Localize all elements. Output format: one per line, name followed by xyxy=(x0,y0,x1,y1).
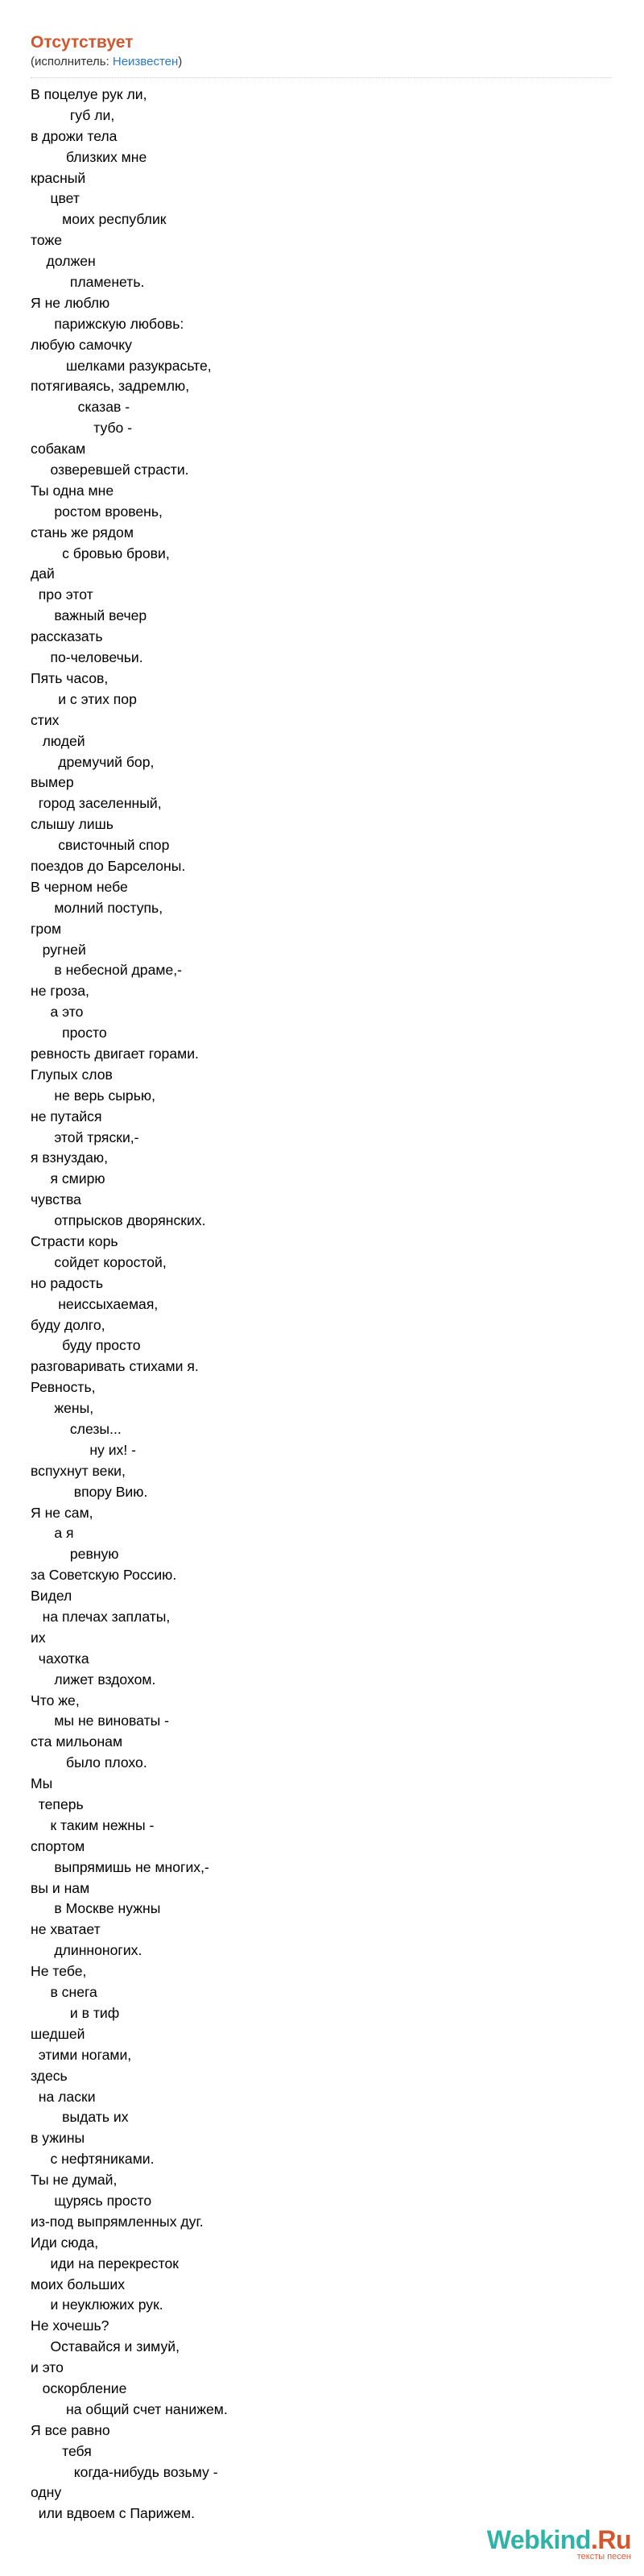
lyric-line: слышу лишь xyxy=(31,816,114,833)
lyric-line: за Советскую Россию. xyxy=(31,1567,177,1584)
lyric-line: буду просто xyxy=(31,1337,141,1354)
lyric-line: неиссыхаемая, xyxy=(31,1295,159,1312)
lyric-line: на ласки xyxy=(31,2088,96,2105)
lyric-line: и это xyxy=(31,2359,64,2376)
lyric-line: про этот xyxy=(31,586,93,603)
lyric-line: разговаривать стихами я. xyxy=(31,1358,199,1375)
lyric-line: молний поступь, xyxy=(31,899,163,916)
lyric-line: этой тряски,- xyxy=(31,1129,139,1145)
lyric-line: теперь xyxy=(31,1796,84,1813)
lyric-line: моих больших xyxy=(31,2276,126,2292)
lyric-line: не путайся xyxy=(31,1108,102,1124)
lyric-line: вы и нам xyxy=(31,1879,90,1896)
lyric-line: чахотка xyxy=(31,1650,89,1667)
lyric-line: в ужины xyxy=(31,2130,85,2147)
lyric-line: оскорбление xyxy=(31,2379,127,2396)
lyric-line: на общий счет нанижем. xyxy=(31,2400,228,2417)
lyric-line: к таким нежны - xyxy=(31,1816,155,1833)
lyric-line: Не тебе, xyxy=(31,1963,87,1980)
lyric-line: из-под выпрямленных дуг. xyxy=(31,2213,204,2230)
lyric-line: по-человечьи. xyxy=(31,649,143,666)
lyric-line: в снега xyxy=(31,1984,97,2001)
lyric-line: и в тиф xyxy=(31,2004,120,2021)
lyric-line: спортом xyxy=(31,1837,85,1854)
lyric-line: было плохо. xyxy=(31,1754,147,1771)
logo-wordmark xyxy=(487,2526,631,2553)
lyric-line: с нефтяниками. xyxy=(31,2151,155,2168)
lyric-line: сказав - xyxy=(31,399,130,416)
lyric-line: Оставайся и зимуй, xyxy=(31,2338,180,2355)
lyric-line: этими ногами, xyxy=(31,2046,132,2063)
lyric-line: В черном небе xyxy=(31,878,128,895)
artist-prefix: (исполнитель: xyxy=(31,55,113,68)
lyric-line: Ты одна мне xyxy=(31,482,114,499)
lyric-line: Видел xyxy=(31,1588,72,1605)
lyric-line: сойдет коростой, xyxy=(31,1253,167,1270)
artist-link[interactable]: Неизвестен xyxy=(112,55,179,68)
lyric-line: должен xyxy=(31,253,96,270)
lyric-line: вспухнут веки, xyxy=(31,1462,126,1479)
lyric-line: гром xyxy=(31,920,62,937)
lyric-line: я смирю xyxy=(31,1170,105,1187)
lyric-line: не верь сырью, xyxy=(31,1087,155,1104)
lyric-line: ну их! - xyxy=(31,1441,136,1458)
lyric-line: рассказать xyxy=(31,628,103,645)
lyric-line: буду долго, xyxy=(31,1316,105,1333)
lyric-line: Я не люблю xyxy=(31,294,110,311)
artist-line xyxy=(31,55,626,69)
lyric-line: ста мильонам xyxy=(31,1733,123,1750)
logo-name: Webkind xyxy=(486,2525,591,2554)
lyric-line: тоже xyxy=(31,232,63,249)
lyric-line: Что же, xyxy=(31,1692,80,1708)
lyric-line: тубо - xyxy=(31,420,133,437)
lyric-line: цвет xyxy=(31,190,80,207)
lyric-line: не хватает xyxy=(31,1921,101,1938)
lyric-line: чувства xyxy=(31,1191,81,1208)
lyric-line: не гроза, xyxy=(31,983,89,1000)
lyric-line: в небесной драме,- xyxy=(31,962,183,979)
lyric-line: тебя xyxy=(31,2442,92,2459)
lyric-line: в дрожи тела xyxy=(31,127,118,144)
lyric-line: ревную xyxy=(31,1546,119,1563)
lyric-line: В поцелуе рук ли, xyxy=(31,86,147,102)
lyric-line: людей xyxy=(31,732,85,749)
lyric-line: иди на перекресток xyxy=(31,2255,179,2272)
lyric-line: любую самочку xyxy=(31,336,132,353)
lyric-line: ревность двигает горами. xyxy=(31,1045,199,1062)
lyric-line: дай xyxy=(31,565,55,582)
song-title: Отсутствует xyxy=(31,33,134,52)
lyric-line: выдать их xyxy=(31,2109,129,2126)
lyric-line: вымер xyxy=(31,774,74,791)
site-logo[interactable] xyxy=(487,2526,631,2562)
lyric-line: выпрямишь не многих,- xyxy=(31,1858,209,1875)
lyric-line: озверевшей страсти. xyxy=(31,462,189,478)
logo-tagline: тексты песен xyxy=(576,2552,631,2562)
lyric-line: Ревность, xyxy=(31,1379,96,1396)
lyric-line: одну xyxy=(31,2484,62,2501)
lyric-line: Мы xyxy=(31,1775,53,1792)
lyric-line: Я все равно xyxy=(31,2421,110,2438)
lyric-line: слезы... xyxy=(31,1421,122,1437)
lyric-line: просто xyxy=(31,1025,107,1042)
lyric-line: а это xyxy=(31,1004,84,1021)
lyric-line: потягиваясь, задремлю, xyxy=(31,378,190,395)
lyric-line: дремучий бор, xyxy=(31,753,155,770)
lyric-line: стих xyxy=(31,711,60,728)
lyric-line: Я не сам, xyxy=(31,1504,93,1521)
lyric-line: Глупых слов xyxy=(31,1066,113,1083)
lyric-line: город заселенный, xyxy=(31,795,162,812)
lyric-line: Не хочешь? xyxy=(31,2317,109,2334)
lyric-line: и с этих пор xyxy=(31,690,137,707)
lyric-line: губ ли, xyxy=(31,106,115,123)
lyric-line: длинноногих. xyxy=(31,1942,142,1959)
logo-suffix: .Ru xyxy=(590,2525,631,2554)
lyric-line: я взнуздаю, xyxy=(31,1149,108,1166)
artist-suffix: ) xyxy=(178,55,183,68)
divider xyxy=(31,77,612,78)
lyric-line: Иди сюда, xyxy=(31,2234,99,2251)
lyric-line: с бровью брови, xyxy=(31,545,170,561)
lyric-line: жены, xyxy=(31,1400,94,1417)
lyric-line: и неуклюжих рук. xyxy=(31,2296,163,2313)
lyric-line: близких мне xyxy=(31,148,147,165)
lyric-line: парижскую любовь: xyxy=(31,315,184,332)
lyric-line: важный вечер xyxy=(31,607,147,624)
lyric-line: здесь xyxy=(31,2067,68,2084)
lyric-line: но радость xyxy=(31,1274,104,1291)
lyric-line: красный xyxy=(31,169,86,186)
lyric-line: их xyxy=(31,1629,46,1646)
lyric-line: стань же рядом xyxy=(31,524,134,540)
lyric-line: впору Вию. xyxy=(31,1483,148,1500)
lyric-line: пламенеть. xyxy=(31,274,145,291)
lyric-line: Пять часов, xyxy=(31,669,109,686)
lyric-line: щурясь просто xyxy=(31,2192,152,2209)
lyric-line: собакам xyxy=(31,441,86,458)
lyric-line: на плечах заплаты, xyxy=(31,1609,171,1626)
lyric-line: шедшей xyxy=(31,2025,85,2042)
lyric-line: моих республик xyxy=(31,211,167,228)
lyric-line: в Москве нужны xyxy=(31,1900,161,1917)
lyric-line: Ты не думай, xyxy=(31,2172,118,2189)
lyrics-page xyxy=(31,32,626,2524)
lyric-line: отпрысков дворянских. xyxy=(31,1212,206,1229)
lyric-line: ругней xyxy=(31,941,86,958)
lyric-line: или вдвоем с Парижем. xyxy=(31,2505,195,2522)
lyric-line: свисточный спор xyxy=(31,837,170,854)
lyric-line: мы не виноваты - xyxy=(31,1713,170,1729)
lyric-line: когда-нибудь возьму - xyxy=(31,2463,218,2480)
lyric-line: шелками разукрасьте, xyxy=(31,357,212,374)
lyrics-text xyxy=(31,85,626,2524)
lyric-line: ростом вровень, xyxy=(31,503,163,520)
lyric-line: поездов до Барселоны. xyxy=(31,857,186,874)
lyric-line: Страсти корь xyxy=(31,1232,118,1249)
lyric-line: лижет вздохом. xyxy=(31,1671,156,1688)
lyric-line: а я xyxy=(31,1525,74,1542)
